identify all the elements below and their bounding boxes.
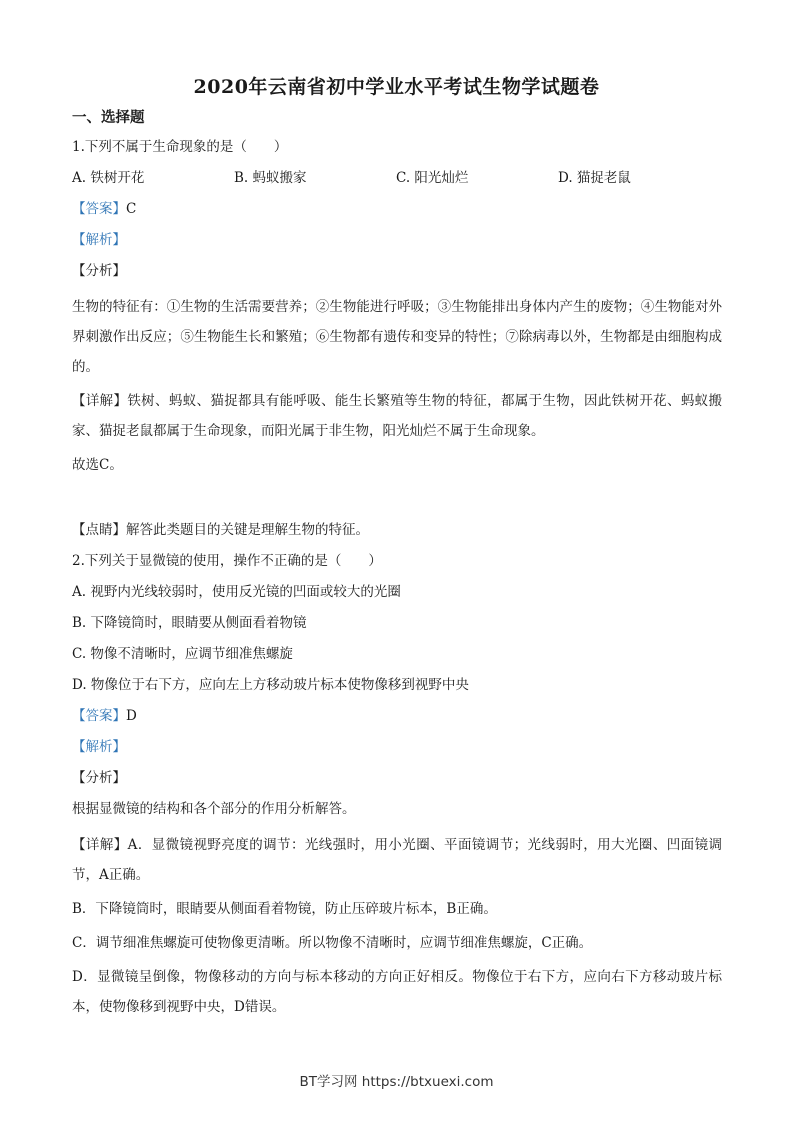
question-1-detail: 【详解】铁树、蚂蚁、猫捉都具有能呼吸、能生长繁殖等生物的特征，都属于生物，因此铁树开花、蚂蚁搬家、猫捉老鼠都属于生命现象，而阳光属于非生物，阳光灿烂不属于生命现象。 xyxy=(72,393,722,439)
question-2-stem: 2.下列关于显微镜的使用，操作不正确的是（ ） xyxy=(72,553,382,569)
question-2-detail-a: 【详解】A．显微镜视野亮度的调节：光线强时，用小光圈、平面镜调节；光线弱时，用大光圈、凹面镜调节，A正确。 xyxy=(72,837,722,883)
question-2-analysis: 根据显微镜的结构和各个部分的作用分析解答。 xyxy=(72,801,356,817)
question-1-fenxi-tag: 【分析】 xyxy=(72,263,126,279)
section-heading: 一、选择题 xyxy=(72,109,145,126)
question-2-detail-c: C．调节细准焦螺旋可使物像更清晰。所以物像不清晰时，应调节细准焦螺旋，C正确。 xyxy=(72,935,593,951)
question-1-stem: 1.下列不属于生命现象的是（ ） xyxy=(72,139,288,155)
question-1-option-c: C. 阳光灿烂 xyxy=(396,170,469,186)
question-2-option-d: D. 物像位于右下方，应向左上方移动玻片标本使物像移到视野中央 xyxy=(72,677,469,693)
question-1-option-a: A. 铁树开花 xyxy=(72,170,145,186)
answer-tag: 【答案】 xyxy=(72,708,126,724)
question-2-jiexi-tag: 【解析】 xyxy=(72,739,126,755)
question-2-fenxi-tag: 【分析】 xyxy=(72,770,126,786)
question-1-analysis: 生物的特征有：①生物的生活需要营养；②生物能进行呼吸；③生物能排出身体内产生的废物；④生物能对外界刺激作出反应；⑤生物能生长和繁殖；⑥生物都有遗传和变异的特性；⑦除病毒以外，生物都是由细胞构成的。 xyxy=(72,299,722,375)
question-1-dianjing: 【点睛】解答此类题目的关键是理解生物的特征。 xyxy=(72,522,369,538)
answer-tag: 【答案】 xyxy=(72,201,126,217)
question-2-detail-b: B．下降镜筒时，眼睛要从侧面看着物镜，防止压碎玻片标本，B正确。 xyxy=(72,901,497,917)
question-2-answer xyxy=(72,706,722,726)
document-body xyxy=(72,106,722,1026)
answer-value: D xyxy=(126,708,137,724)
question-2-option-b: B. 下降镜筒时，眼睛要从侧面看着物镜 xyxy=(72,615,307,631)
question-2-option-c: C. 物像不清晰时，应调节细准焦螺旋 xyxy=(72,646,293,662)
question-2-detail-d: D．显微镜呈倒像，物像移动的方向与标本移动的方向正好相反。物像位于右下方，应向右下方移动玻片标本，使物像移到视野中央，D错误。 xyxy=(72,969,722,1015)
question-1-jiexi-tag: 【解析】 xyxy=(72,232,126,248)
footer-watermark: BT学习网 https://btxuexi.com xyxy=(299,1074,494,1090)
question-1-options xyxy=(72,168,722,188)
question-1-option-b: B. 蚂蚁搬家 xyxy=(234,170,307,186)
question-1-option-d: D. 猫捉老鼠 xyxy=(558,170,631,186)
question-1-conclusion: 故选C。 xyxy=(72,457,123,473)
answer-value: C xyxy=(126,201,137,217)
page-title: 2020年云南省初中学业水平考试生物学试题卷 xyxy=(193,76,600,98)
question-1-answer xyxy=(72,199,722,219)
question-2-option-a: A. 视野内光线较弱时，使用反光镜的凹面或较大的光圈 xyxy=(72,584,401,600)
